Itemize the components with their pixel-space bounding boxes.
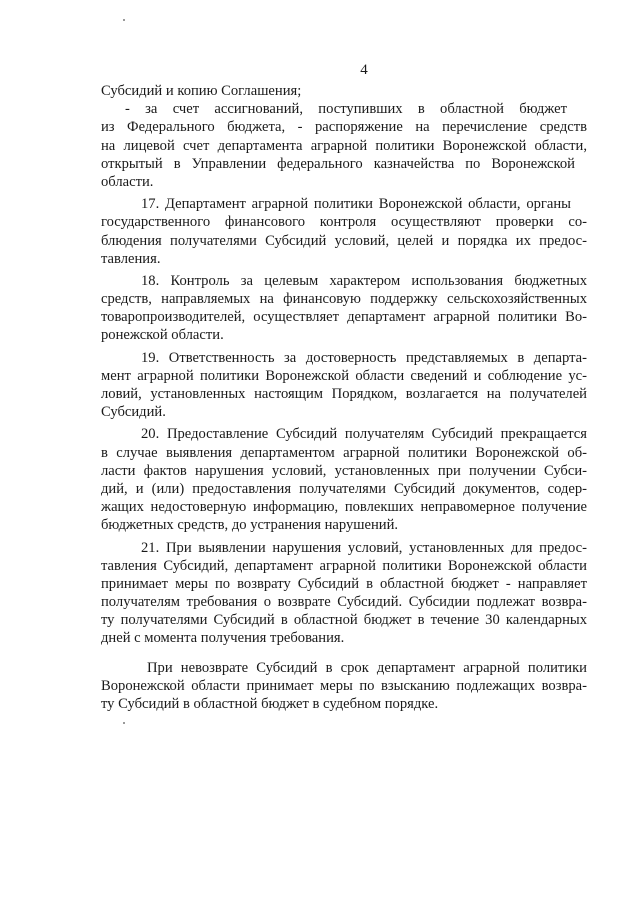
text-line: дий, и (или) предоставления получателями Субсидий документов, содер- bbox=[101, 480, 587, 497]
text-line: бюджетных средств, до устранения нарушений. bbox=[101, 517, 399, 534]
text-line: ласти фактов нарушения условий, установленных при получении Субси- bbox=[101, 462, 587, 479]
document-body bbox=[101, 82, 587, 713]
text-line: товаропроизводителей, осуществляет департамент аграрной политики Во- bbox=[101, 309, 587, 326]
scan-speck bbox=[123, 722, 125, 724]
text-line: 17. Департамент аграрной политики Воронежской области, органы bbox=[141, 196, 571, 213]
text-line: дней с момента получения требования. bbox=[101, 630, 345, 647]
text-line: 20. Предоставление Субсидий получателям Субсидий прекращается bbox=[141, 426, 587, 443]
text-line: При невозврате Субсидий в срок департамент аграрной политики bbox=[147, 659, 587, 676]
text-line: на лицевой счет департамента аграрной политики Воронежской области, bbox=[101, 137, 587, 154]
text-line: в случае выявления департаментом аграрной политики Воронежской об- bbox=[101, 444, 587, 461]
text-line: тавления. bbox=[101, 250, 161, 267]
text-line: области. bbox=[101, 173, 154, 190]
text-line: государственного финансового контроля осуществляют проверки со- bbox=[101, 214, 587, 231]
text-line: мент аграрной политики Воронежской области сведений и соблюдение ус- bbox=[101, 367, 587, 384]
text-line: жащих недостоверную информацию, повлекших неправомерное получение bbox=[101, 499, 587, 516]
text-line: ловий, установленных настоящим Порядком, возлагается на получателей bbox=[101, 386, 587, 402]
text-line: принимает меры по возврату Субсидий в областной бюджет - направляет bbox=[101, 575, 587, 592]
text-line: тавления Субсидий, департамент аграрной политики Воронежской области bbox=[101, 557, 587, 574]
text-line: блюдения получателями Субсидий условий, целей и порядка их предос- bbox=[101, 232, 587, 249]
text-line: ту получателями Субсидий в областной бюджет в течение 30 календарных bbox=[101, 612, 587, 629]
text-line: Воронежской области принимает меры по взысканию подлежащих возвра- bbox=[101, 677, 587, 694]
text-line: Субсидий и копию Соглашения; bbox=[101, 83, 302, 99]
text-line: средств, направляемых на финансовую поддержку сельскохозяйственных bbox=[101, 291, 587, 308]
text-line: ту Субсидий в областной бюджет в судебном порядке. bbox=[101, 696, 439, 712]
text-line: Субсидий. bbox=[101, 404, 166, 421]
scan-speck bbox=[123, 19, 125, 21]
text-line: 19. Ответственность за достоверность представляемых в департа- bbox=[141, 349, 587, 366]
text-line: из Федерального бюджета, - распоряжение на перечисление средств bbox=[101, 119, 587, 136]
text-line: ронежской области. bbox=[101, 327, 224, 344]
page-number: 4 bbox=[360, 62, 368, 78]
text-line: получателям требования о возврате Субсидий. Субсидии подлежат возвра- bbox=[101, 594, 587, 611]
text-line: 21. При выявлении нарушения условий, установленных для предос- bbox=[141, 539, 587, 556]
text-line: открытый в Управлении федерального казначейства по Воронежской bbox=[101, 155, 575, 172]
text-line: - за счет ассигнований, поступивших в областной бюджет bbox=[125, 101, 567, 118]
text-line: 18. Контроль за целевым характером использования бюджетных bbox=[141, 272, 587, 289]
